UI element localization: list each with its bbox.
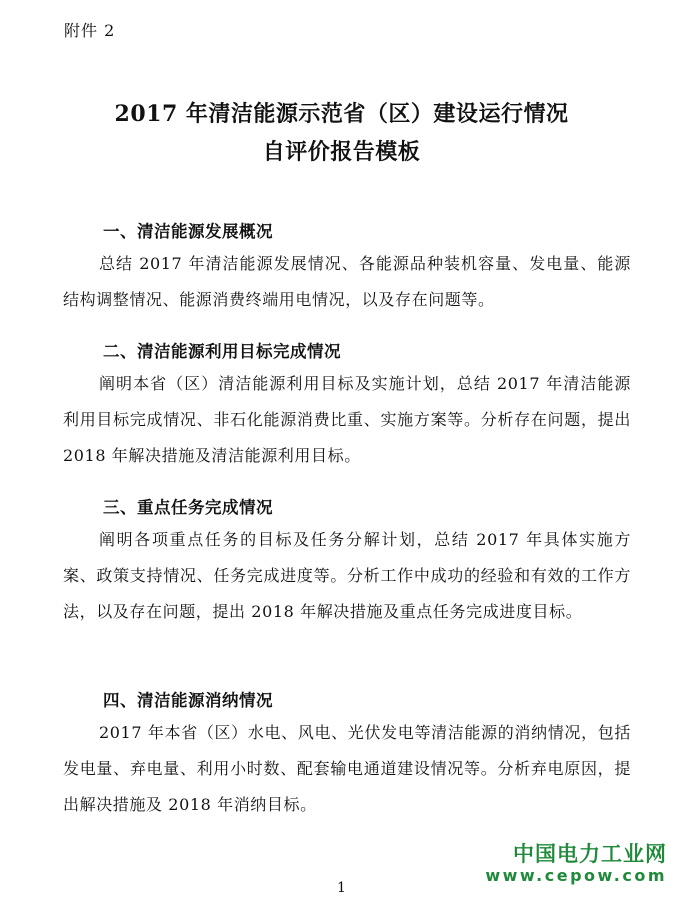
attachment-label: 附件 2 bbox=[64, 21, 116, 40]
section-heading-1: 一、清洁能源发展概况 bbox=[103, 222, 273, 241]
watermark-site-name: 中国电力工业网 bbox=[513, 842, 667, 866]
section-heading-3: 三、重点任务完成情况 bbox=[103, 498, 273, 517]
watermark-url: www.cepow.com bbox=[485, 866, 667, 885]
section-heading-4: 四、清洁能源消纳情况 bbox=[103, 691, 273, 710]
section-paragraph-4: 2017 年本省（区）水电、风电、光伏发电等清洁能源的消纳情况，包括发电量、弃电量、利用小时数、配套输电通道建设情况等。分析弃电原因，提出解决措施及 2018 年消纳目标。 bbox=[63, 723, 631, 814]
section-paragraph-3: 阐明各项重点任务的目标及任务分解计划，总结 2017 年具体实施方案、政策支持情况、任务完成进度等。分析工作中成功的经验和有效的工作方法，以及存在问题，提出 2018 年解决措施及重点任务完成进度目标。 bbox=[63, 530, 631, 621]
document-title-line2: 自评价报告模板 bbox=[262, 139, 421, 165]
document-title-line1: 2017 年清洁能源示范省（区）建设运行情况 bbox=[114, 101, 569, 127]
section-heading-2: 二、清洁能源利用目标完成情况 bbox=[103, 342, 341, 361]
page-number: 1 bbox=[337, 880, 346, 896]
section-paragraph-1: 总结 2017 年清洁能源发展情况、各能源品种装机容量、发电量、能源结构调整情况、能源消费终端用电情况，以及存在问题等。 bbox=[63, 254, 631, 309]
section-paragraph-2: 阐明本省（区）清洁能源利用目标及实施计划，总结 2017 年清洁能源利用目标完成情况、非石化能源消费比重、实施方案等。分析存在问题，提出 2018 年解决措施及清洁能源利用目标。 bbox=[63, 374, 631, 465]
